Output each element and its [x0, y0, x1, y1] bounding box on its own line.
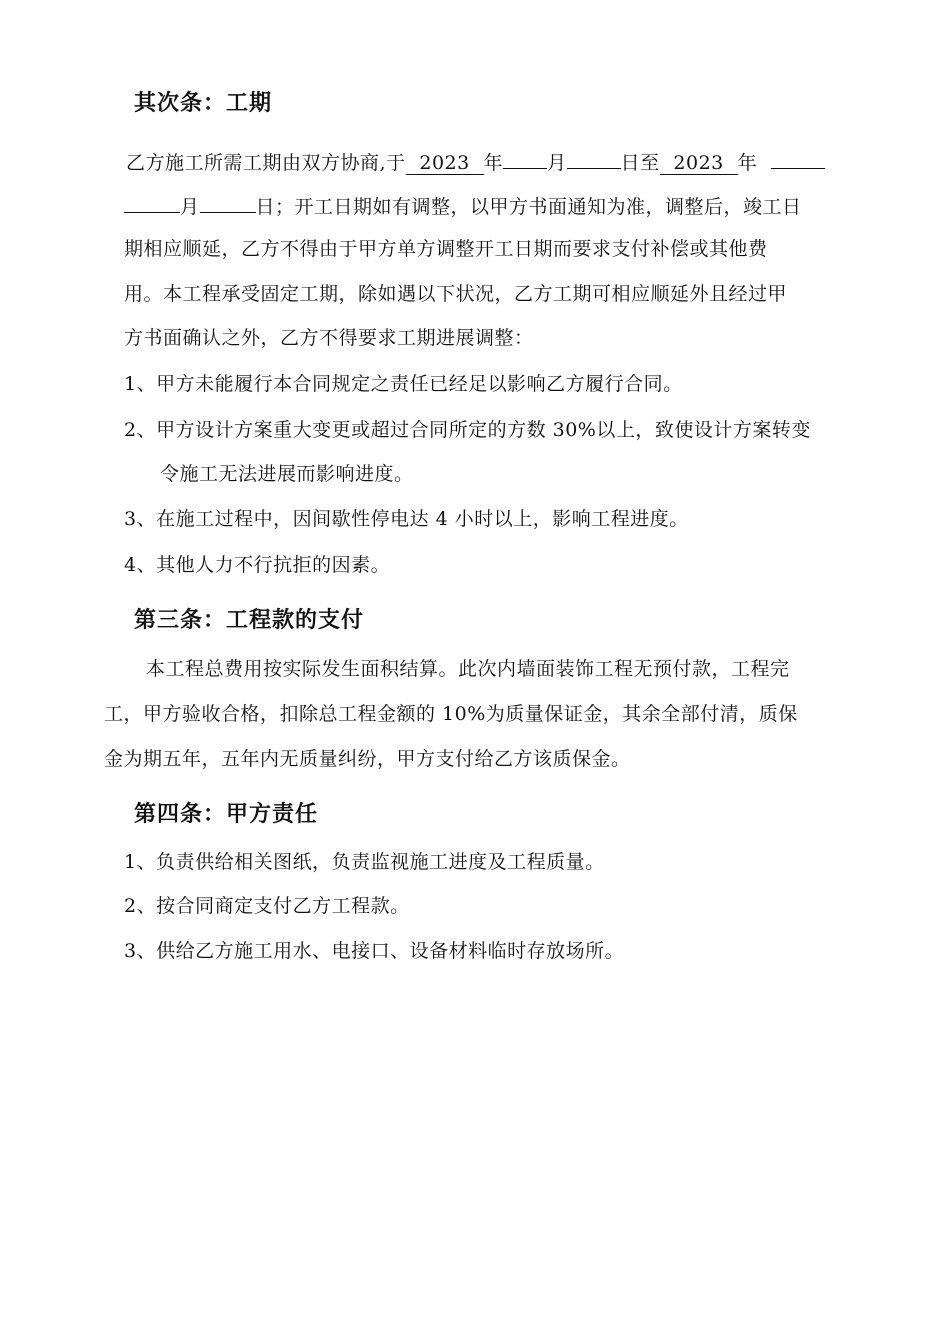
payment-line-2: 工，甲方验收合格，扣除总工程金额的 10%为质量保证金，其余全部付清，质保 — [104, 703, 798, 725]
duty-item-3: 3、供给乙方施工用水、电接口、设备材料临时存放场所。 — [124, 940, 625, 962]
text: 乙方施工所需工期由双方协商,于 — [126, 152, 406, 174]
schedule-line-3: 期相应顺延，乙方不得由于甲方单方调整开工日期而要求支付补偿或其他费 — [124, 238, 768, 260]
text: 月 — [547, 152, 567, 174]
payment-line-1: 本工程总费用按实际发生面积结算。此次内墙面装饰工程无预付款，工程完 — [146, 658, 790, 680]
list-item-3: 3、在施工过程中，因间歇性停电达 4 小时以上，影响工程进度。 — [124, 508, 689, 530]
list-item-2: 2、甲方设计方案重大变更或超过合同所定的方数 30%以上，致使设计方案转变 — [124, 419, 811, 441]
text: 日至 — [620, 152, 660, 174]
text: 月 — [180, 196, 200, 218]
start-month-blank — [503, 146, 547, 169]
end-month-blank-part — [771, 146, 825, 169]
text: 日；开工日期如有调整，以甲方书面通知为准，调整后，竣工日 — [255, 196, 802, 218]
start-day-blank — [567, 146, 621, 169]
payment-line-3: 金为期五年，五年内无质量纠纷，甲方支付给乙方该质保金。 — [104, 748, 631, 770]
section-heading-party-a: 第四条：甲方责任 — [134, 802, 319, 827]
list-item-2-cont: 令施工无法进展而影响进度。 — [160, 463, 414, 485]
end-year-blank: 2023 — [660, 152, 738, 175]
text: 年 — [483, 152, 504, 174]
list-item-4: 4、其他人力不行抗拒的因素。 — [124, 554, 391, 576]
start-year-blank: 2023 — [406, 152, 484, 175]
schedule-line-4: 用。本工程承受固定工期，除如遇以下状况，乙方工期可相应顺延外且经过甲 — [124, 283, 788, 305]
schedule-line-1 — [126, 146, 825, 175]
duty-item-2: 2、按合同商定支付乙方工程款。 — [124, 895, 410, 917]
end-day-blank — [200, 190, 256, 213]
schedule-line-2 — [124, 190, 802, 219]
end-month-blank — [124, 190, 180, 213]
text: 年 — [737, 152, 758, 174]
duty-item-1: 1、负责供给相关图纸，负责监视施工进度及工程质量。 — [124, 851, 605, 873]
list-item-1: 1、甲方未能履行本合同规定之责任已经足以影响乙方履行合同。 — [124, 373, 683, 395]
section-heading-payment: 第三条：工程款的支付 — [134, 608, 365, 633]
schedule-line-5: 方书面确认之外，乙方不得要求工期进展调整： — [124, 327, 534, 349]
section-heading-schedule: 其次条：工期 — [134, 91, 273, 116]
